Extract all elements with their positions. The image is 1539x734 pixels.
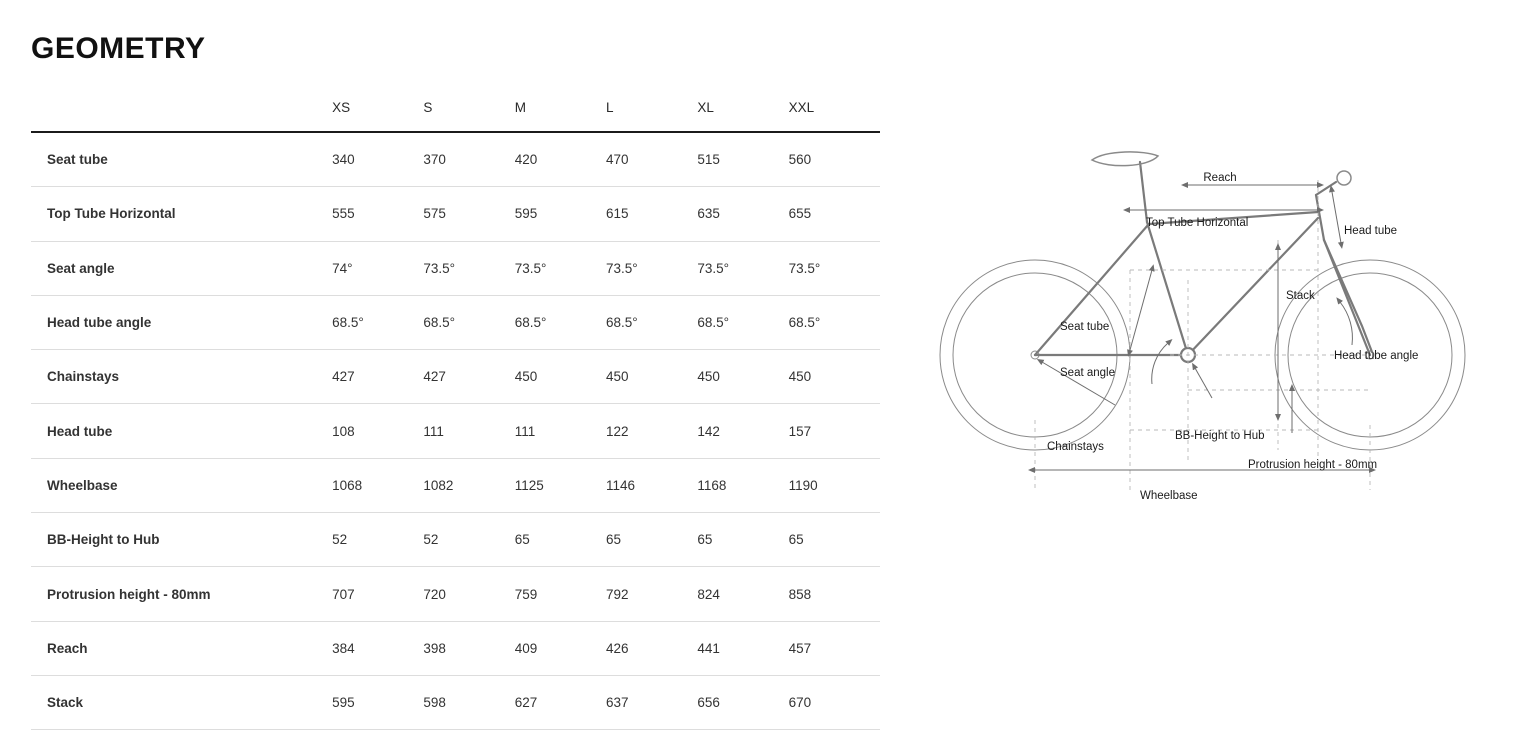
table-row [31,295,880,349]
label-seat-angle: Seat angle [1060,367,1115,379]
cell-s: 370 [423,132,514,187]
cell-s: 73.5° [423,241,514,295]
column-header-m: M [515,84,606,132]
geometry-table [31,84,880,730]
column-header-measure [31,84,332,132]
row-label: Chainstays [31,350,332,404]
cell-s: 68.5° [423,295,514,349]
row-label: Wheelbase [31,458,332,512]
label-stack: Stack [1286,290,1315,302]
seat-tube-dimension [1130,270,1152,350]
cell-s: 720 [423,567,514,621]
table-header [31,84,880,132]
cell-xxl: 858 [789,567,880,621]
cell-l: 1146 [606,458,697,512]
row-label: Stack [31,675,332,729]
cell-xl: 65 [697,513,788,567]
row-label: Seat tube [31,132,332,187]
table-body [31,132,880,730]
cell-xs: 1068 [332,458,423,512]
saddle [1092,152,1158,166]
cell-l: 68.5° [606,295,697,349]
cell-m: 450 [515,350,606,404]
label-top-tube-horizontal: Top Tube Horizontal [1146,217,1249,229]
cell-xxl: 157 [789,404,880,458]
column-header-xxl: XXL [789,84,880,132]
cell-l: 450 [606,350,697,404]
cell-xl: 142 [697,404,788,458]
cell-xs: 707 [332,567,423,621]
column-header-s: S [423,84,514,132]
cell-xs: 595 [332,675,423,729]
label-bb-height-to-hub: BB-Height to Hub [1175,430,1265,442]
table-row [31,621,880,675]
table-row [31,675,880,729]
cell-xxl: 68.5° [789,295,880,349]
cell-xs: 74° [332,241,423,295]
cell-l: 470 [606,132,697,187]
table-row [31,132,880,187]
cell-xl: 656 [697,675,788,729]
row-label: Protrusion height - 80mm [31,567,332,621]
cell-xxl: 670 [789,675,880,729]
cell-s: 427 [423,350,514,404]
cell-xl: 450 [697,350,788,404]
cell-m: 595 [515,187,606,241]
table-row [31,458,880,512]
cell-m: 627 [515,675,606,729]
row-label: Head tube [31,404,332,458]
label-chainstays: Chainstays [1047,441,1104,453]
cell-xxl: 450 [789,350,880,404]
row-label: Top Tube Horizontal [31,187,332,241]
cell-m: 65 [515,513,606,567]
cell-xs: 340 [332,132,423,187]
cell-l: 637 [606,675,697,729]
cell-l: 65 [606,513,697,567]
cell-m: 68.5° [515,295,606,349]
cell-xxl: 1190 [789,458,880,512]
table-row [31,404,880,458]
cell-xxl: 457 [789,621,880,675]
cell-xxl: 560 [789,132,880,187]
cell-l: 73.5° [606,241,697,295]
column-header-xl: XL [697,84,788,132]
cell-m: 1125 [515,458,606,512]
label-head-tube-angle: Head tube angle [1334,350,1419,362]
table-row [31,567,880,621]
cell-xxl: 73.5° [789,241,880,295]
cell-m: 420 [515,132,606,187]
cell-xs: 108 [332,404,423,458]
cell-xs: 555 [332,187,423,241]
label-seat-tube: Seat tube [1060,321,1110,333]
column-header-xs: XS [332,84,423,132]
cell-m: 73.5° [515,241,606,295]
table-row [31,241,880,295]
cell-s: 398 [423,621,514,675]
cell-xs: 427 [332,350,423,404]
cell-m: 759 [515,567,606,621]
label-reach: Reach [1203,172,1237,184]
bb-height-dimension [1195,368,1212,398]
column-header-l: L [606,84,697,132]
row-label: Reach [31,621,332,675]
cell-xl: 1168 [697,458,788,512]
cell-xl: 441 [697,621,788,675]
cell-xl: 68.5° [697,295,788,349]
cell-m: 111 [515,404,606,458]
head-tube-dimension [1332,192,1341,243]
cell-xxl: 655 [789,187,880,241]
row-label: BB-Height to Hub [31,513,332,567]
row-label: Seat angle [31,241,332,295]
bike-geometry-diagram [900,140,1520,540]
cell-s: 111 [423,404,514,458]
label-protrusion-height: Protrusion height - 80mm [1248,459,1378,471]
cell-l: 792 [606,567,697,621]
cell-s: 598 [423,675,514,729]
cell-xs: 68.5° [332,295,423,349]
cell-xxl: 65 [789,513,880,567]
handlebar-grip [1337,171,1351,185]
page-title: GEOMETRY [31,32,206,65]
cell-xl: 824 [697,567,788,621]
cell-xl: 73.5° [697,241,788,295]
cell-s: 1082 [423,458,514,512]
label-wheelbase: Wheelbase [1140,490,1198,502]
table-row [31,513,880,567]
row-label: Head tube angle [31,295,332,349]
seat-angle-arc [1152,343,1168,384]
cell-s: 575 [423,187,514,241]
cell-xl: 515 [697,132,788,187]
table-header-row [31,84,880,132]
label-head-tube: Head tube [1344,225,1398,237]
cell-xs: 384 [332,621,423,675]
table-row [31,350,880,404]
cell-xs: 52 [332,513,423,567]
cell-l: 615 [606,187,697,241]
cell-l: 122 [606,404,697,458]
table-row [31,187,880,241]
cell-l: 426 [606,621,697,675]
cell-m: 409 [515,621,606,675]
cell-s: 52 [423,513,514,567]
cell-xl: 635 [697,187,788,241]
